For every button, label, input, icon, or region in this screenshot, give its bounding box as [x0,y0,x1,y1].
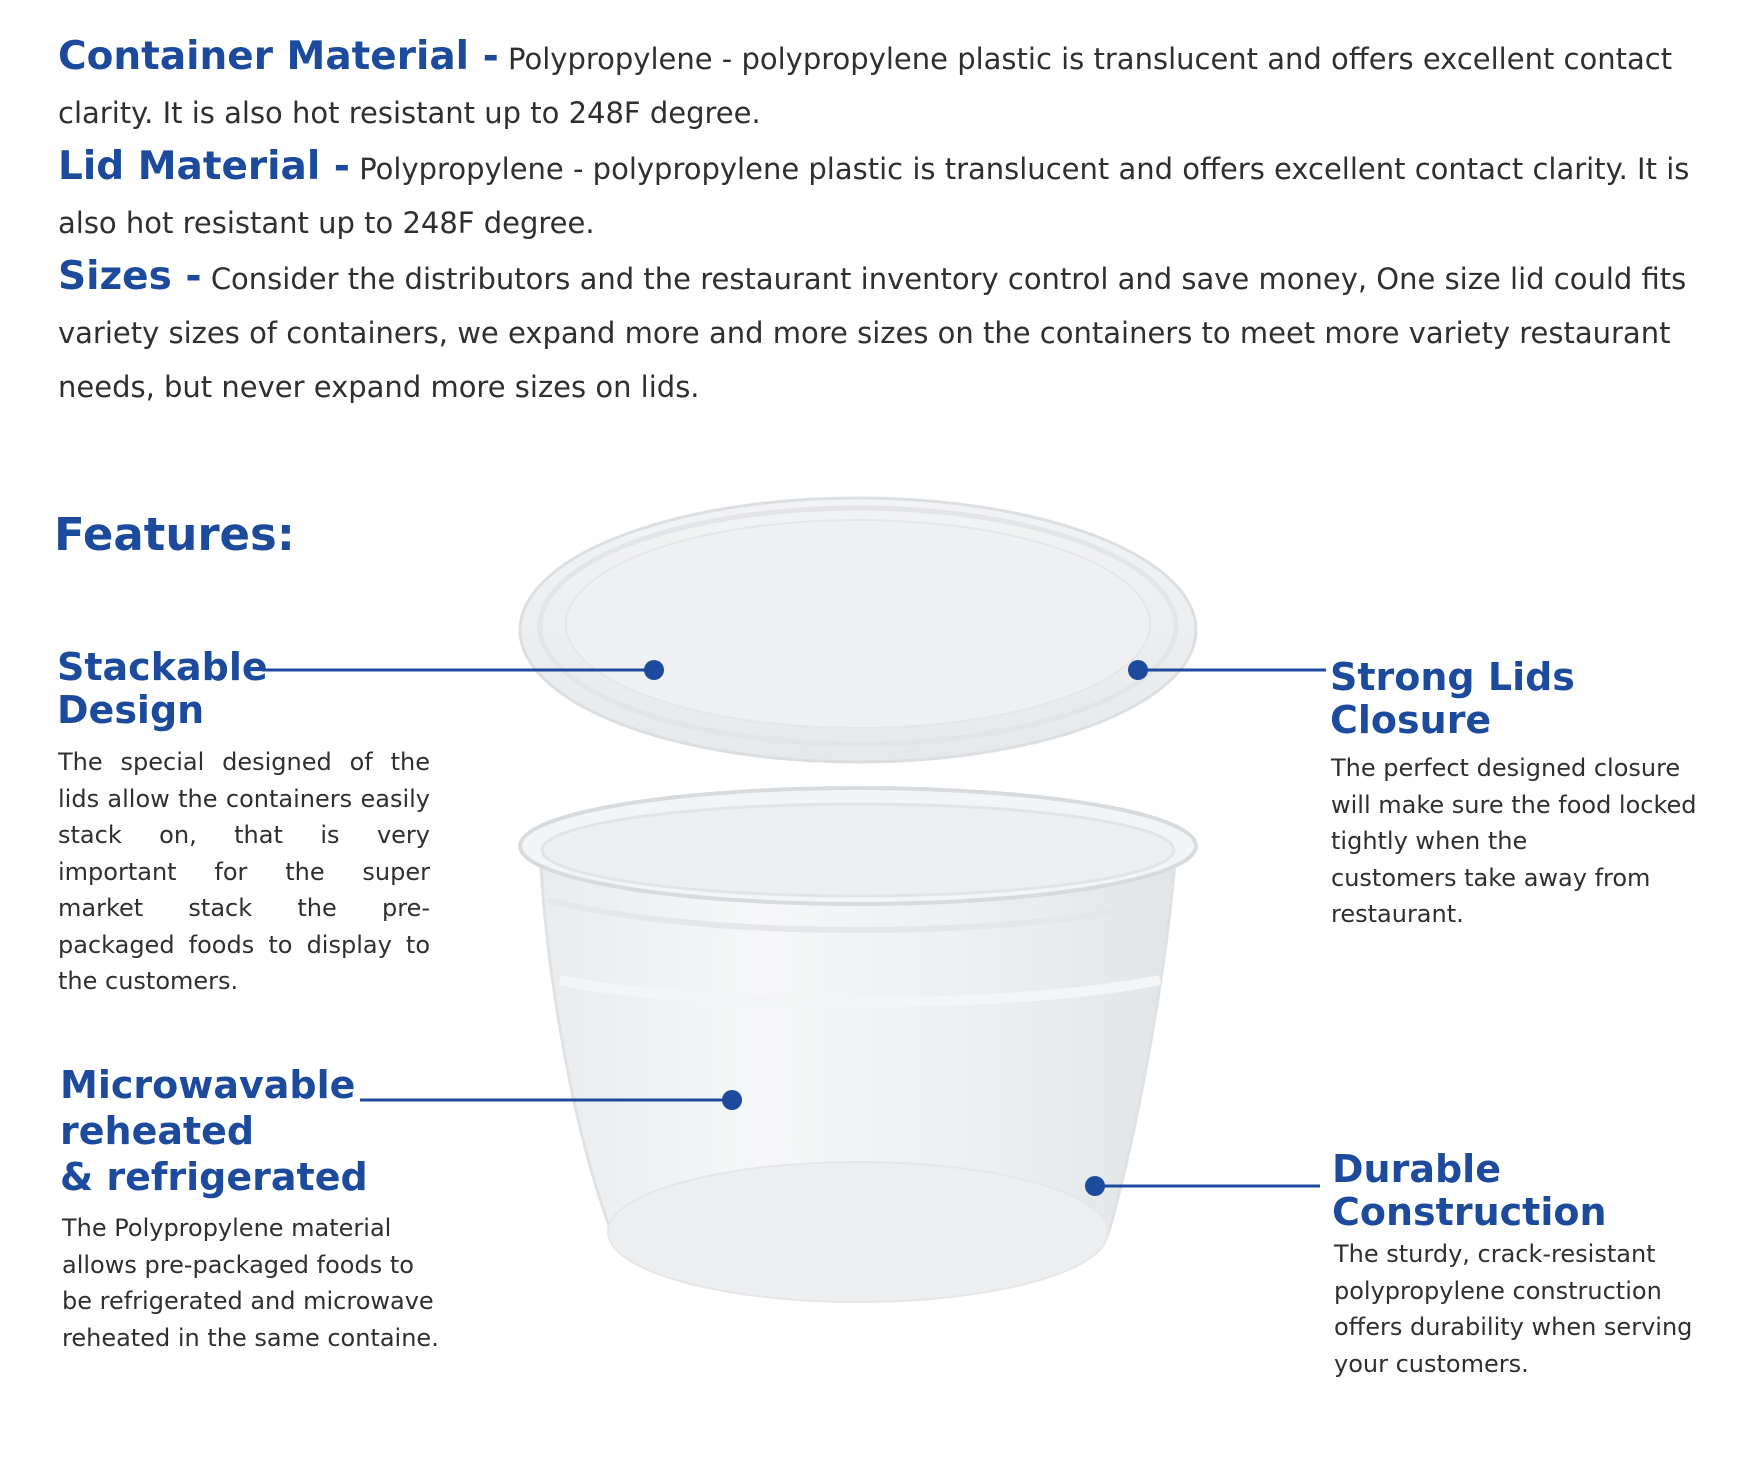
feature-stackable-description: The special designed of the lids allow the containers easily stack on, that is very important for the super market stack the pre-packaged foods to display to the customers. [58,748,430,995]
title-line: Durable [1332,1147,1501,1191]
description-line: polypropylene construction [1334,1276,1662,1305]
feature-microwavable-title [60,1062,368,1200]
feature-strong-lids-description [1331,750,1731,933]
description-line: customers take away from [1331,863,1651,892]
title-line: Design [57,688,205,732]
feature-stackable-title [57,646,268,732]
spec-text: Polypropylene - polypropylene plastic is translucent and offers excellent contact clarity. It is also hot resistant up to 248F degree. [58,152,1690,240]
description-line: allows pre-packaged foods to [62,1250,414,1279]
feature-durable-description [1334,1236,1734,1382]
spec-text: Consider the distributors and the restaurant inventory control and save money, One size lid could fits variety sizes of containers, we expand more and more sizes on the containers to meet more variety restaurant needs, but never expand more sizes on lids. [58,262,1687,404]
title-line: & refrigerated [60,1155,368,1199]
description-line: The perfect designed closure [1331,754,1681,782]
title-line: reheated [60,1109,255,1153]
title-line: Construction [1332,1190,1607,1234]
description-line: tightly when the [1331,827,1528,855]
description-line: will make sure the food locked [1331,790,1697,819]
title-line: Stackable [57,645,268,689]
feature-durable-title [1332,1148,1607,1234]
description-line: reheated in the same containe. [62,1323,439,1352]
title-line: Strong Lids [1330,655,1575,699]
description-line: your customers. [1334,1349,1529,1378]
feature-strong-lids-title [1330,656,1575,742]
title-line: Closure [1330,698,1492,742]
lid-image [520,498,1196,762]
description-line: offers durability when serving [1334,1313,1693,1341]
container-image [520,788,1196,1302]
features-heading: Features: [54,508,295,561]
description-line: The sturdy, crack-resistant [1334,1240,1656,1268]
description-line: The Polypropylene material [62,1214,392,1242]
spec-label: Sizes - [58,254,202,299]
description-line: restaurant. [1331,900,1464,928]
description-line: be refrigerated and microwave [62,1287,434,1315]
spec-label: Lid Material - [58,144,350,189]
spec-label: Container Material - [58,34,499,79]
spec-text: Polypropylene - polypropylene plastic is translucent and offers excellent contact clarity. It is also hot resistant up to 248F degree. [58,42,1673,130]
title-line: Microwavable [60,1063,356,1107]
feature-microwavable-description [62,1210,462,1356]
